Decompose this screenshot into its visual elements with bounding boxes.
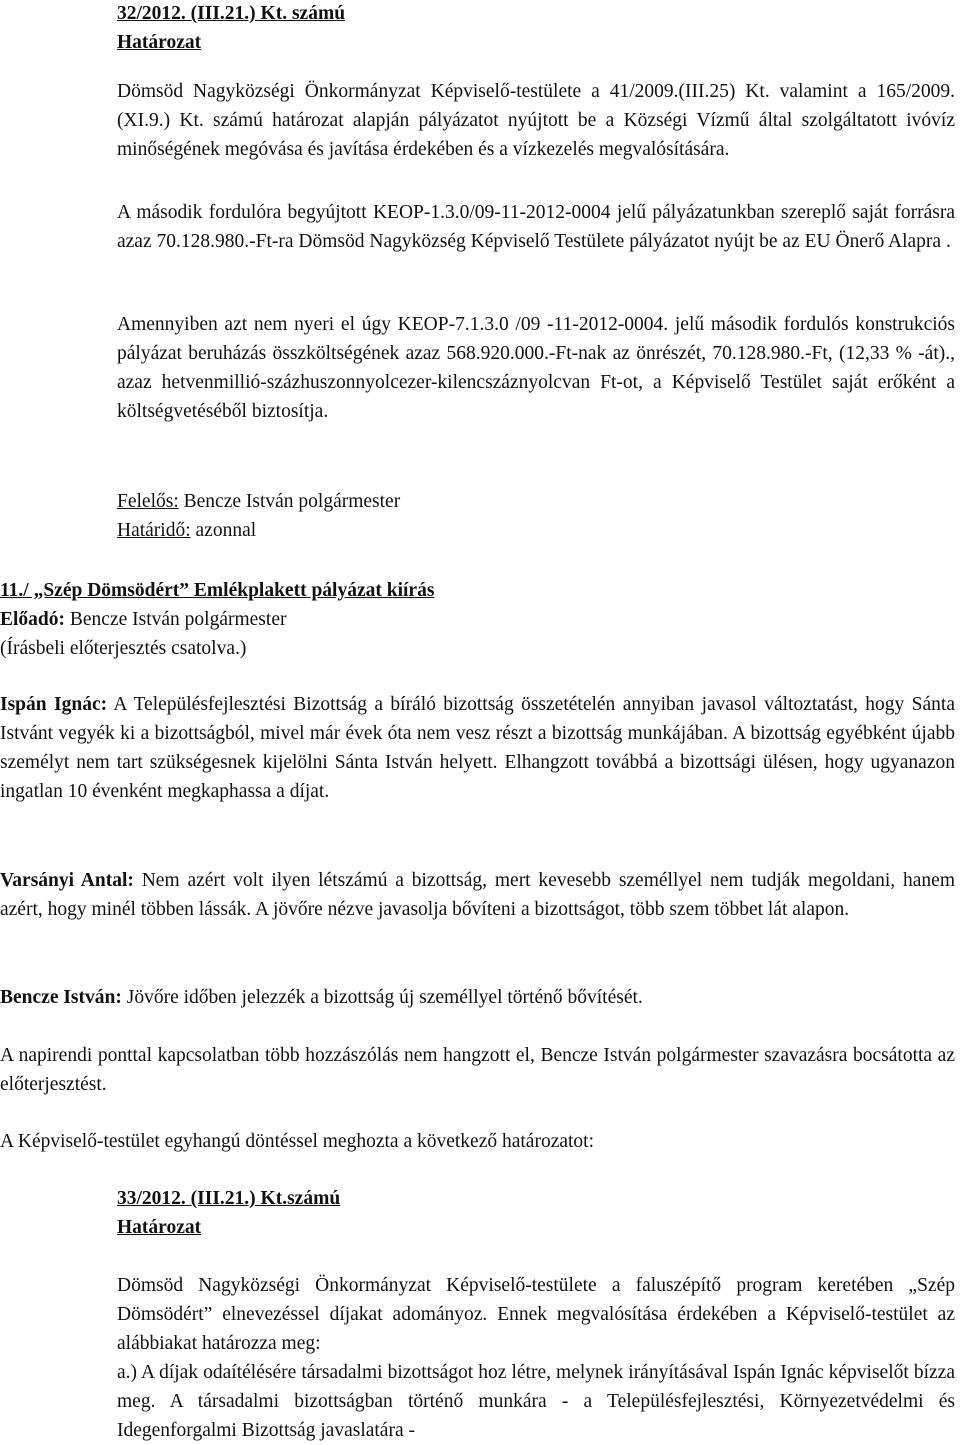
speaker-name: Bencze István: [0,987,122,1008]
agenda-item-11 [0,576,955,663]
decision-32-paragraph-3 [117,310,955,426]
decision-32-paragraph-1 [117,77,955,164]
decision-number: 32/2012. (III.21.) Kt. számú [117,3,346,24]
remark-ispan-ignac [0,690,955,806]
remark-varsanyi-antal [0,866,955,924]
deadline-label: Határidő: [117,520,191,541]
decision-33-paragraph-1 [117,1271,955,1358]
paragraph-text: Amennyiben azt nem nyeri el úgy KEOP-7.1.3.0 /09 -11-2012-0004. jelű második fordulós konstrukciós pályázat beruházás összköltségének azaz 568.920.000.-Ft-nak az önrészét, 70.128.980.-Ft, (12,33 % -át)., azaz hetvenmillió-százhuszonnyolcezer-kilencszáznyolcvan Ft-ot, a Képviselő Testület saját erőként a költségvetéséből biztosítja. [117,314,955,422]
remark-text: Jövőre időben jelezzék a bizottság új személlyel történő bővítését. [121,987,643,1008]
speaker-name: Ispán Ignác: [0,694,108,715]
remark-text: A Településfejlesztési Bizottság a bíráló bizottság összetételén annyiban javasol változtatást, hogy Sánta Istvánt vegyék ki a bizottságból, mivel már évek óta nem vesz részt a bizottság munkájában. A bizottság egyébként újabb személyt nem tart szükségesnek kijelölni Sánta István helyett. Elhangzott továbbá a bizottsági ülésen, hogy ugyanazon ingatlan 10 évenként megkaphassa a díjat. [0,694,956,802]
presenter-label: Előadó: [0,609,66,630]
attachment-note: (Írásbeli előterjesztés csatolva.) [0,638,247,659]
decision-heading: Határozat [117,32,202,53]
decision-32-responsible [117,487,955,545]
remark-bencze-istvan [0,983,955,1012]
responsible-label: Felelős: [117,491,179,512]
remark-text: Nem azért volt ilyen létszámú a bizottság, mert kevesebb személlyel nem tudják megoldani, hanem azért, hogy minél többen lássák. A jövőre nézve javasolja bővíteni a bizottságot, több szem többet lát alapon. [0,870,955,920]
decision-32-header [117,0,955,57]
decision-number: 33/2012. (III.21.) Kt.számú [117,1188,341,1209]
decision-33-header [117,1184,955,1242]
paragraph-text: A Képviselő-testület egyhangú döntéssel meghozta a következő határozatot: [0,1131,595,1152]
responsible-value: Bencze István polgármester [178,491,401,512]
paragraph-text: a.) A díjak odaítélésére társadalmi bizottságot hoz létre, melynek irányításával Ispán Ignác képviselőt bízza meg. A társadalmi bizottságban történő munkára - a Településfejlesztési, Környezetvédelmi és Idegenforgalmi Bizottság javaslatára - [117,1362,955,1441]
paragraph-text: A napirendi ponttal kapcsolatban több hozzászólás nem hangzott el, Bencze István polgármester szavazásra bocsátotta az előterjesztést. [0,1045,955,1095]
agenda-item-title: 11./ „Szép Dömsödért” Emlékplakett pályázat kiírás [0,580,435,601]
closing-paragraph [0,1041,955,1099]
deadline-value: azonnal [190,520,257,541]
presenter-value: Bencze István polgármester [65,609,287,630]
decision-33-paragraph-2 [117,1358,955,1445]
paragraph-text: Dömsöd Nagyközségi Önkormányzat Képviselő-testülete a faluszépítő program keretében „Szép Dömsödért” elnevezéssel díjakat adományoz. Ennek megvalósítása érdekében a Képviselő-testület az alábbiakat határozza meg: [117,1275,955,1354]
unanimous-decision-paragraph [0,1127,955,1156]
decision-heading: Határozat [117,1217,202,1238]
paragraph-text: A második fordulóra begyújtott KEOP-1.3.0/09-11-2012-0004 jelű pályázatunkban szereplő saját forrásra azaz 70.128.980.-Ft-ra Dömsöd Nagyközség Képviselő Testülete pályázatot nyújt be az EU Önerő Alapra . [117,202,955,252]
decision-32-paragraph-2 [117,198,955,256]
speaker-name: Varsányi Antal: [0,870,134,891]
paragraph-text: Dömsöd Nagyközségi Önkormányzat Képviselő-testülete a 41/2009.(III.25) Kt. valamint a 165/2009.(XI.9.) Kt. számú határozat alapján pályázatot nyújtott be a Községi Vízmű által szolgáltatott ivóvíz minőségének megóvása és javítása érdekében és a vízkezelés megvalósítására. [117,81,955,160]
